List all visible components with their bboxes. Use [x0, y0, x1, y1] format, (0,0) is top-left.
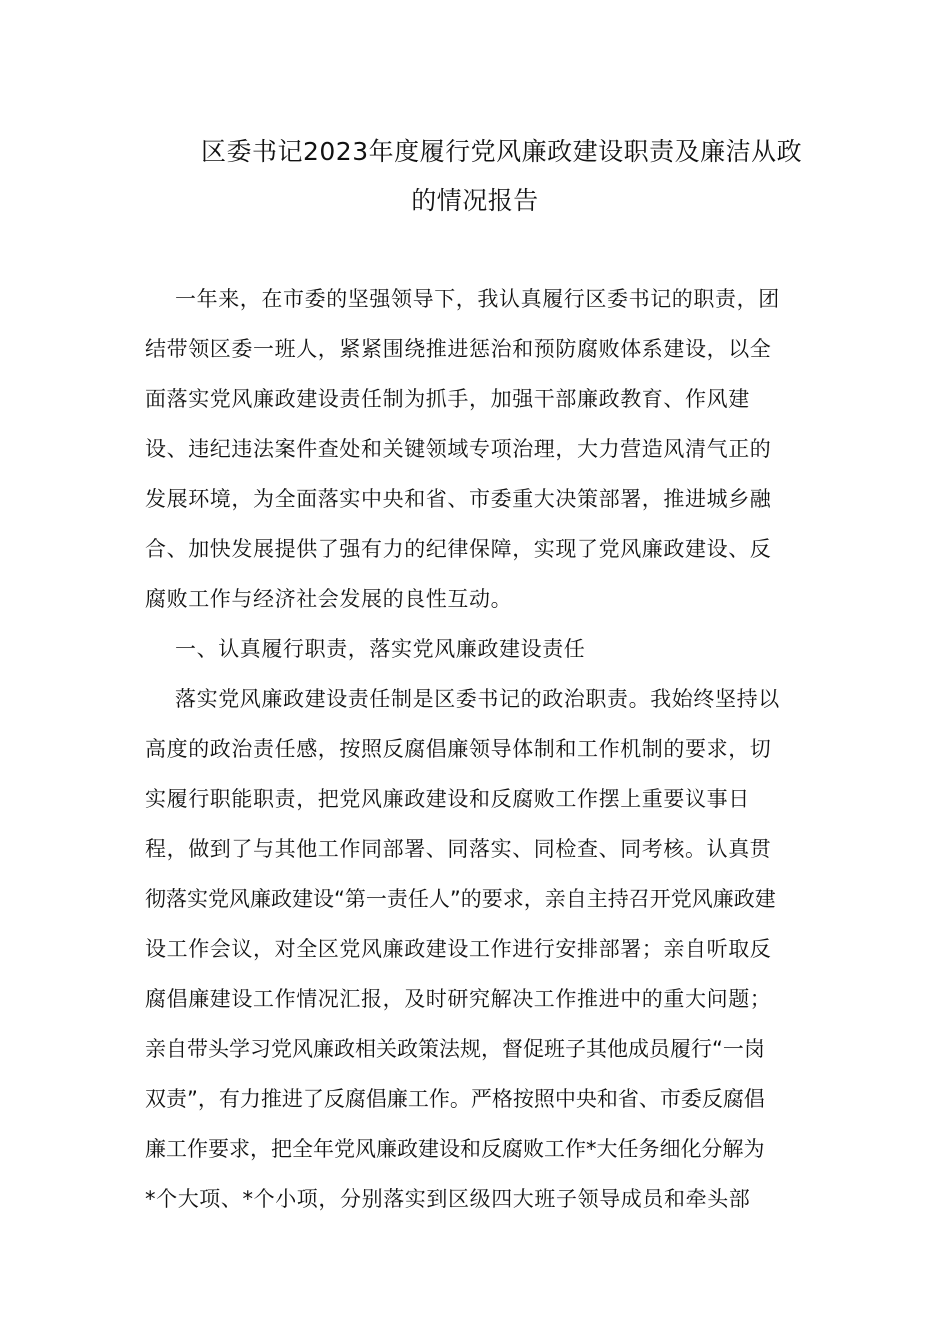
paragraph-line: 面落实党风廉政建设责任制为抓手，加强干部廉政教育、作风建 [145, 387, 750, 411]
paragraph-line: 实履行职能职责，把党风廉政建设和反腐败工作摆上重要议事日 [145, 787, 750, 811]
paragraph-line: *个大项、*个小项，分别落实到区级四大班子领导成员和牵头部 [145, 1187, 751, 1211]
paragraph-line: 彻落实党风廉政建设“第一责任人”的要求，亲自主持召开党风廉政建 [145, 887, 776, 911]
paragraph-line: 廉工作要求，把全年党风廉政建设和反腐败工作*大任务细化分解为 [145, 1137, 765, 1161]
section-heading: 一、认真履行职责，落实党风廉政建设责任 [175, 637, 586, 661]
paragraph-line: 双责”，有力推进了反腐倡廉工作。严格按照中央和省、市委反腐倡 [145, 1087, 765, 1111]
paragraph-line: 设工作会议，对全区党风廉政建设工作进行安排部署；亲自听取反 [145, 937, 772, 961]
document-title-line-1: 区委书记2023年度履行党风廉政建设职责及廉洁从政 [201, 137, 803, 166]
paragraph-line: 腐倡廉建设工作情况汇报，及时研究解决工作推进中的重大问题； [145, 987, 772, 1011]
document-title-line-2: 的情况报告 [411, 186, 539, 215]
paragraph-line: 一年来，在市委的坚强领导下，我认真履行区委书记的职责，团 [175, 287, 780, 311]
paragraph-line: 高度的政治责任感，按照反腐倡廉领导体制和工作机制的要求，切 [145, 737, 772, 761]
paragraph-line: 腐败工作与经济社会发展的良性互动。 [145, 587, 513, 611]
paragraph-line: 合、加快发展提供了强有力的纪律保障，实现了党风廉政建设、反 [145, 537, 772, 561]
paragraph-line: 亲自带头学习党风廉政相关政策法规，督促班子其他成员履行“一岗 [145, 1037, 765, 1061]
paragraph-line: 落实党风廉政建设责任制是区委书记的政治职责。我始终坚持以 [175, 687, 780, 711]
paragraph-line: 程，做到了与其他工作同部署、同落实、同检查、同考核。认真贯 [145, 837, 772, 861]
paragraph-line: 发展环境，为全面落实中央和省、市委重大决策部署，推进城乡融 [145, 487, 772, 511]
paragraph-line: 设、违纪违法案件查处和关键领域专项治理，大力营造风清气正的 [145, 437, 772, 461]
paragraph-line: 结带领区委一班人，紧紧围绕推进惩治和预防腐败体系建设，以全 [145, 337, 772, 361]
